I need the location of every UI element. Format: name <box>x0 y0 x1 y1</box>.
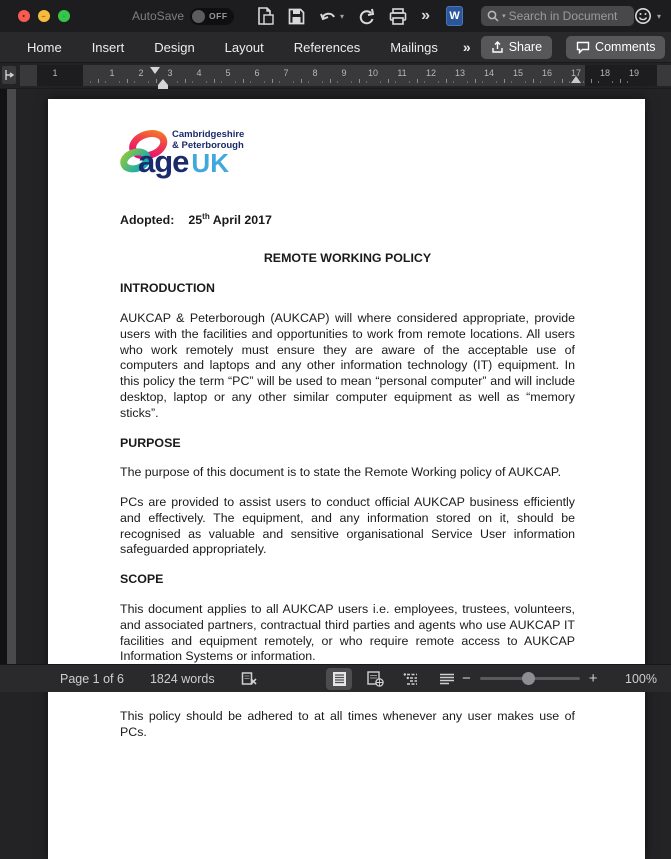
minimize-window-button[interactable]: – <box>38 10 50 22</box>
ruler-tick <box>366 81 367 83</box>
ruler-tick <box>591 79 592 83</box>
zoom-window-button[interactable]: ◦ <box>58 10 70 22</box>
web-layout-view-button[interactable] <box>362 668 388 690</box>
share-button[interactable] <box>481 36 552 59</box>
share-button-label: Share <box>508 40 543 54</box>
autosave-label: AutoSave <box>132 9 185 23</box>
undo-button[interactable] <box>319 8 344 24</box>
zoom-in-button[interactable]: + <box>588 670 598 687</box>
ruler-tick <box>272 79 273 83</box>
section-heading: SCOPE <box>120 572 164 587</box>
word-count[interactable]: 1824 words <box>149 671 215 686</box>
draft-view-button[interactable] <box>434 668 460 690</box>
more-toolbar-commands-button[interactable]: » <box>421 7 430 24</box>
ruler-tick <box>438 81 439 83</box>
ruler-tick <box>359 79 360 83</box>
ruler-tick <box>235 81 236 83</box>
ruler-tick <box>98 79 99 83</box>
search-placeholder: Search in Document <box>508 9 618 23</box>
word-document-icon: W <box>446 6 463 26</box>
ruler-tick <box>243 79 244 83</box>
ruler-strip <box>20 65 671 86</box>
ageuk-logo <box>120 124 290 186</box>
status-bar <box>0 664 671 692</box>
section-heading: INTRODUCTION <box>120 281 215 296</box>
feedback-menu-button[interactable] <box>634 7 661 25</box>
ruler-tick <box>148 81 149 83</box>
ruler-number: 7 <box>283 68 289 78</box>
comments-button[interactable] <box>566 36 665 59</box>
ruler-tick <box>424 81 425 83</box>
zoom-out-button[interactable]: − <box>462 670 471 687</box>
comments-button-label: Comments <box>595 40 656 54</box>
ruler-tick <box>620 79 621 83</box>
ruler-number: 8 <box>312 68 318 78</box>
zoom-slider[interactable] <box>480 677 580 680</box>
ruler-tick <box>540 81 541 83</box>
ruler-tick <box>293 81 294 83</box>
tab-stop-selector[interactable] <box>2 66 16 84</box>
autosave-state: OFF <box>209 11 228 21</box>
ruler-tick <box>206 81 207 83</box>
ruler-tick <box>475 79 476 83</box>
ruler-tick <box>409 81 410 83</box>
tab-home[interactable]: Home <box>27 39 62 55</box>
ruler-tick <box>533 79 534 83</box>
section-paragraph: This document applies to all AUKCAP users i.e. employees, trustees, volunteers, and associated partners, contractual third parties and agents who use AUKCAP IT facilities and equipment remotely, or who require remote access to AUKCAP Information Systems or information. <box>120 602 575 664</box>
page-indicator[interactable]: Page 1 of 6 <box>60 671 124 686</box>
section-paragraph: The purpose of this document is to state the Remote Working policy of AUKCAP. <box>120 465 562 480</box>
ruler-number: 18 <box>599 68 611 78</box>
zoom-slider-knob[interactable] <box>522 672 535 685</box>
document-title: REMOTE WORKING POLICY <box>263 251 432 266</box>
ruler-tick <box>562 79 563 83</box>
ruler-number: 13 <box>454 68 466 78</box>
outline-view-button[interactable] <box>398 668 424 690</box>
ruler-tick <box>496 81 497 83</box>
search-icon <box>487 10 499 22</box>
ruler-tick <box>482 81 483 83</box>
search-scope-chevron-icon[interactable]: ▾ <box>502 13 506 20</box>
section-heading: PURPOSE <box>120 435 181 450</box>
ruler-tick <box>250 81 251 83</box>
ruler-tick <box>380 81 381 83</box>
ribbon-tab-bar <box>0 32 671 63</box>
ruler-tick <box>351 81 352 83</box>
tab-layout[interactable]: Layout <box>224 39 264 55</box>
ruler-tick <box>105 81 106 83</box>
ruler-tick <box>446 79 447 83</box>
ruler-tick <box>127 79 128 83</box>
ruler-number: 2 <box>138 68 144 78</box>
ruler-tick <box>119 81 120 83</box>
document-section-scope <box>120 572 575 665</box>
ruler-left-margin <box>37 65 83 86</box>
ruler-tick <box>569 81 570 83</box>
ruler-tick <box>279 81 280 83</box>
ruler-tick <box>388 79 389 83</box>
ruler-tick <box>330 79 331 83</box>
ruler-number: 17 <box>570 68 582 78</box>
first-line-indent-marker[interactable] <box>150 67 160 74</box>
ruler-tick <box>598 81 599 83</box>
ruler-tick <box>612 81 613 83</box>
tab-references[interactable]: References <box>293 39 361 55</box>
ruler-tick <box>467 81 468 83</box>
search-input[interactable] <box>481 6 634 26</box>
ruler-tick <box>264 81 265 83</box>
smiley-icon <box>634 7 652 25</box>
zoom-control <box>462 670 598 687</box>
tab-insert[interactable]: Insert <box>91 39 125 55</box>
ruler-tick <box>337 81 338 83</box>
ruler-tick <box>134 81 135 83</box>
zoom-percentage[interactable]: 100% <box>625 671 657 686</box>
ruler-tick <box>221 81 222 83</box>
close-window-button[interactable]: • <box>18 10 30 22</box>
ruler-tick <box>583 81 584 83</box>
save-icon[interactable] <box>288 8 305 25</box>
document-section-purpose <box>120 436 575 559</box>
ruler-number: 9 <box>341 68 347 78</box>
ruler-right-margin <box>585 65 657 86</box>
window-left-edge <box>0 89 7 664</box>
title-bar <box>0 0 671 32</box>
ruler-tick <box>627 81 628 83</box>
comment-icon <box>576 41 590 54</box>
spellcheck-status-icon[interactable] <box>241 671 258 686</box>
print-button[interactable] <box>389 8 407 25</box>
autosave-toggle[interactable] <box>190 8 234 25</box>
ribbon-overflow-button[interactable]: » <box>462 39 471 55</box>
print-layout-view-button[interactable] <box>326 668 352 690</box>
feedback-chevron-icon: ▾ <box>656 11 661 21</box>
share-icon <box>491 41 504 54</box>
ruler-tick <box>308 81 309 83</box>
redo-button[interactable] <box>358 8 375 25</box>
ruler-tick <box>214 79 215 83</box>
undo-menu-chevron-icon[interactable]: ▾ <box>340 11 345 21</box>
ruler-tick <box>453 81 454 83</box>
ruler-tick <box>156 79 157 83</box>
ruler-tick <box>554 81 555 83</box>
autosave-control <box>132 8 234 25</box>
ruler-number: 5 <box>225 68 231 78</box>
section-paragraph: This policy should be adhered to at all times whenever any user makes use of PCs. <box>120 709 575 739</box>
ruler-tick <box>90 81 91 83</box>
tab-design[interactable]: Design <box>154 39 195 55</box>
right-indent-marker[interactable] <box>571 76 581 83</box>
ribbon-tabs <box>12 35 453 60</box>
document-page[interactable] <box>48 99 645 859</box>
autosave-toggle-knob <box>192 10 205 23</box>
logo-brand-text: age UK <box>138 144 229 179</box>
ruler-number: 3 <box>167 68 173 78</box>
ruler-number: 1 <box>109 68 115 78</box>
tab-mailings[interactable]: Mailings <box>390 39 438 55</box>
ruler-number: 16 <box>541 68 553 78</box>
horizontal-ruler <box>0 63 671 89</box>
ruler-tick <box>185 79 186 83</box>
ruler-number: 15 <box>512 68 524 78</box>
section-paragraph: AUKCAP & Peterborough (AUKCAP) will where considered appropriate, provide users with the facilities and opportunities to work from remote locations. All users who work remotely must ensure they are aware of the acceptable use of computers and laptops and any other information technology (IT) equipment. In this policy the term “PC” will be used to mean “personal computer” and will include desktop, laptop or any other similar computer equipment as well as “memory sticks”. <box>120 310 575 420</box>
adopted-date-line: Adopted: 25th April 2017 <box>120 212 272 228</box>
ruler-number: 12 <box>425 68 437 78</box>
ruler-number: 19 <box>628 68 640 78</box>
ruler-tick <box>525 81 526 83</box>
ruler-number: 10 <box>367 68 379 78</box>
ruler-tick <box>322 81 323 83</box>
ruler-number: 6 <box>254 68 260 78</box>
section-paragraph: PCs are provided to assist users to conduct official AUKCAP business efficiently and effectively. The equipment, and any information stored on it, should be recognised as valuable and sensitive organisational Service User information safeguarded appropriately. <box>120 495 575 557</box>
ruler-number: 4 <box>196 68 202 78</box>
ruler-tick <box>417 79 418 83</box>
ruler-number: 11 <box>397 68 407 78</box>
ruler-tick <box>301 79 302 83</box>
document-section-introduction <box>120 281 575 421</box>
vertical-ruler-strip <box>7 89 16 664</box>
ruler-tick <box>177 81 178 83</box>
ruler-number: 14 <box>483 68 495 78</box>
ruler-tick <box>192 81 193 83</box>
ruler-number: 1 <box>52 68 58 78</box>
ruler-tick <box>395 81 396 83</box>
logo-region-text: Cambridgeshire & Peterborough <box>172 129 245 151</box>
new-document-icon[interactable] <box>258 7 274 25</box>
ruler-tick <box>504 79 505 83</box>
ruler-tick <box>511 81 512 83</box>
window-controls <box>18 10 70 22</box>
